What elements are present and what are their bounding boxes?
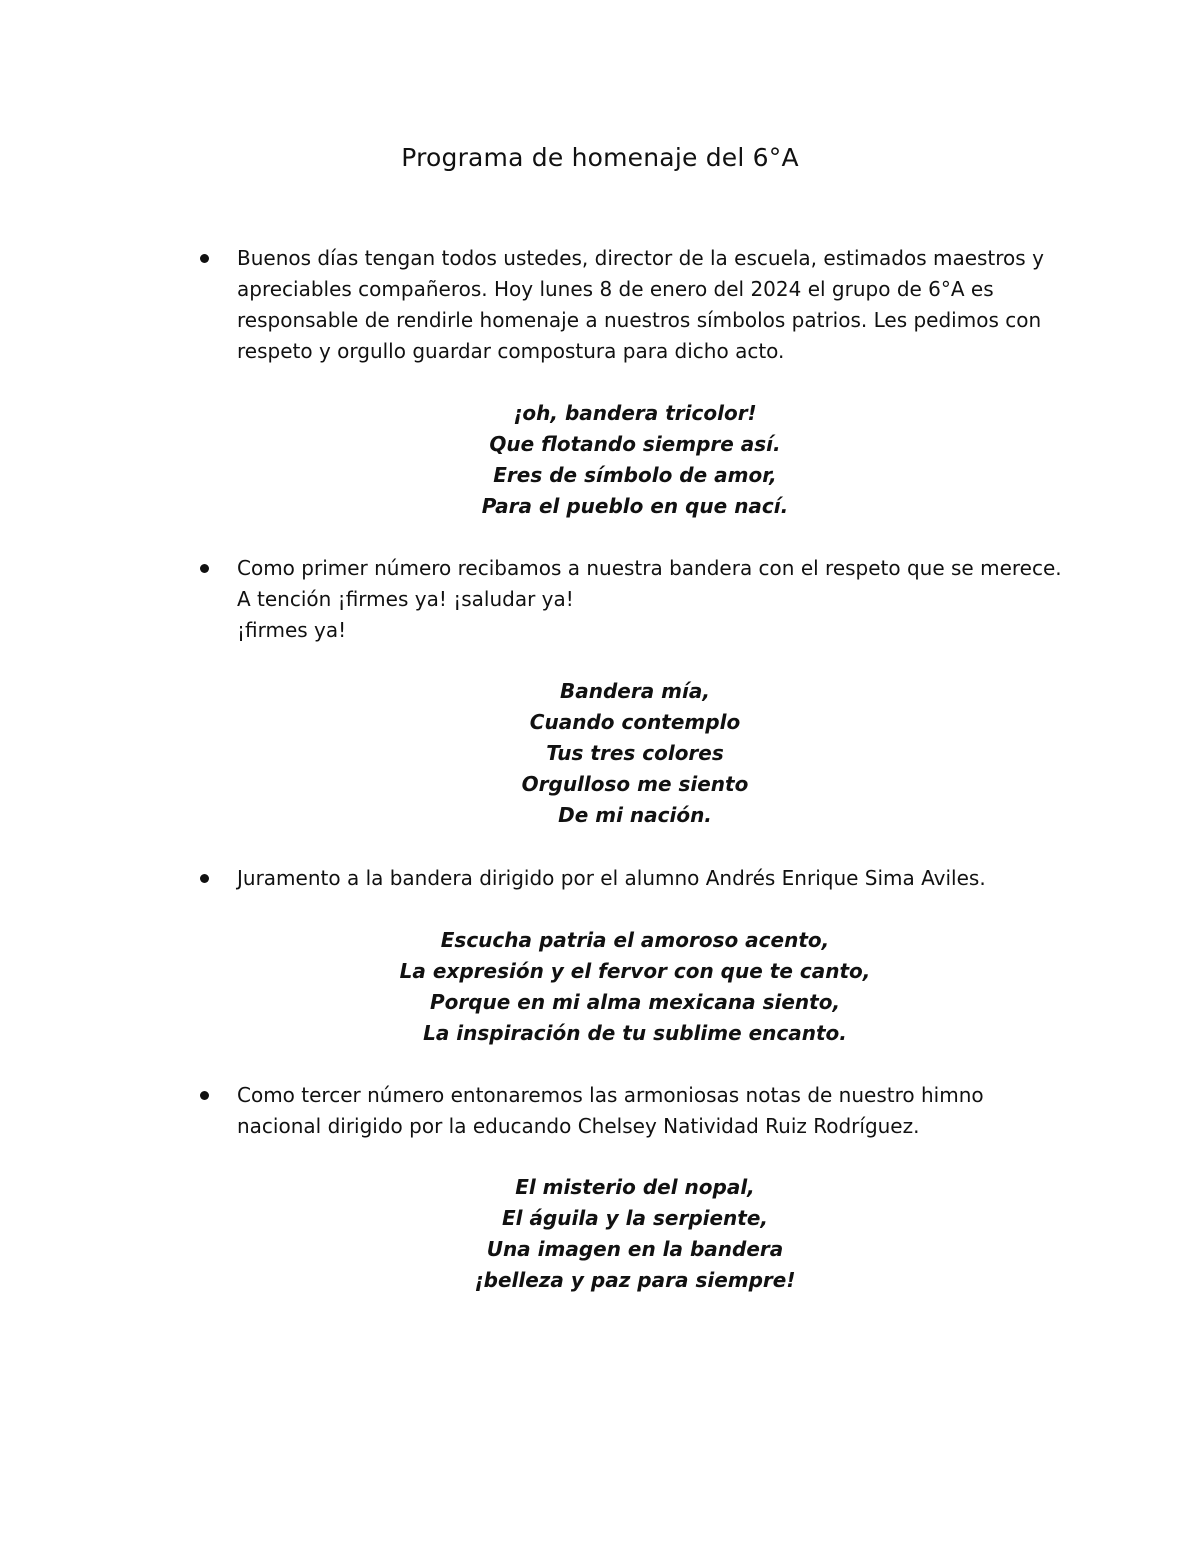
verse-line: De mi nación. [558, 803, 712, 827]
verse-line: ¡belleza y paz para siempre! [474, 1268, 796, 1292]
item-line: A tención ¡firmes ya! ¡saludar ya! [237, 587, 574, 611]
verse-line: La inspiración de tu sublime encanto. [423, 1021, 847, 1045]
bullet-icon [200, 1091, 209, 1100]
verse-line: Tus tres colores [546, 741, 724, 765]
item-line: ¡firmes ya! [237, 618, 347, 642]
item-line: Buenos días tengan todos ustedes, director de la escuela, estimados maestros y [237, 246, 1044, 270]
verse-block [0, 1172, 1200, 1296]
verse-line: Para el pueblo en que nací. [481, 494, 789, 518]
verse-line: Porque en mi alma mexicana siento, [429, 990, 841, 1014]
item-line: Como primer número recibamos a nuestra bandera con el respeto que se merece. [237, 556, 1062, 580]
verse-line: La expresión y el fervor con que te canto, [399, 959, 871, 983]
bullet-icon [200, 874, 209, 883]
document-title: Programa de homenaje del 6°A [401, 143, 799, 172]
verse-block [0, 676, 1200, 831]
verse-line: El águila y la serpiente, [501, 1206, 769, 1230]
item-line: respeto y orgullo guardar compostura para dicho acto. [237, 339, 785, 363]
program-item [237, 1080, 1057, 1142]
bullet-icon [200, 254, 209, 263]
item-line: Juramento a la bandera dirigido por el alumno Andrés Enrique Sima Aviles. [237, 866, 986, 890]
verse-line: Escucha patria el amoroso acento, [440, 928, 830, 952]
verse-block [0, 925, 1200, 1049]
verse-line: Bandera mía, [560, 679, 710, 703]
verse-line: Eres de símbolo de amor, [493, 463, 777, 487]
verse-block [0, 398, 1200, 522]
program-item [237, 243, 1057, 367]
verse-line: Orgulloso me siento [521, 772, 749, 796]
verse-line: El misterio del nopal, [515, 1175, 755, 1199]
item-line: responsable de rendirle homenaje a nuestros símbolos patrios. Les pedimos con [237, 308, 1042, 332]
verse-line: Que flotando siempre así. [489, 432, 781, 456]
verse-line: Una imagen en la bandera [486, 1237, 784, 1261]
program-item [237, 863, 1057, 894]
item-line: apreciables compañeros. Hoy lunes 8 de enero del 2024 el grupo de 6°A es [237, 277, 994, 301]
bullet-icon [200, 564, 209, 573]
program-item [237, 553, 1062, 646]
verse-line: Cuando contemplo [529, 710, 741, 734]
item-line: nacional dirigido por la educando Chelsey Natividad Ruiz Rodríguez. [237, 1114, 920, 1138]
item-line: Como tercer número entonaremos las armoniosas notas de nuestro himno [237, 1083, 984, 1107]
verse-line: ¡oh, bandera tricolor! [513, 401, 757, 425]
